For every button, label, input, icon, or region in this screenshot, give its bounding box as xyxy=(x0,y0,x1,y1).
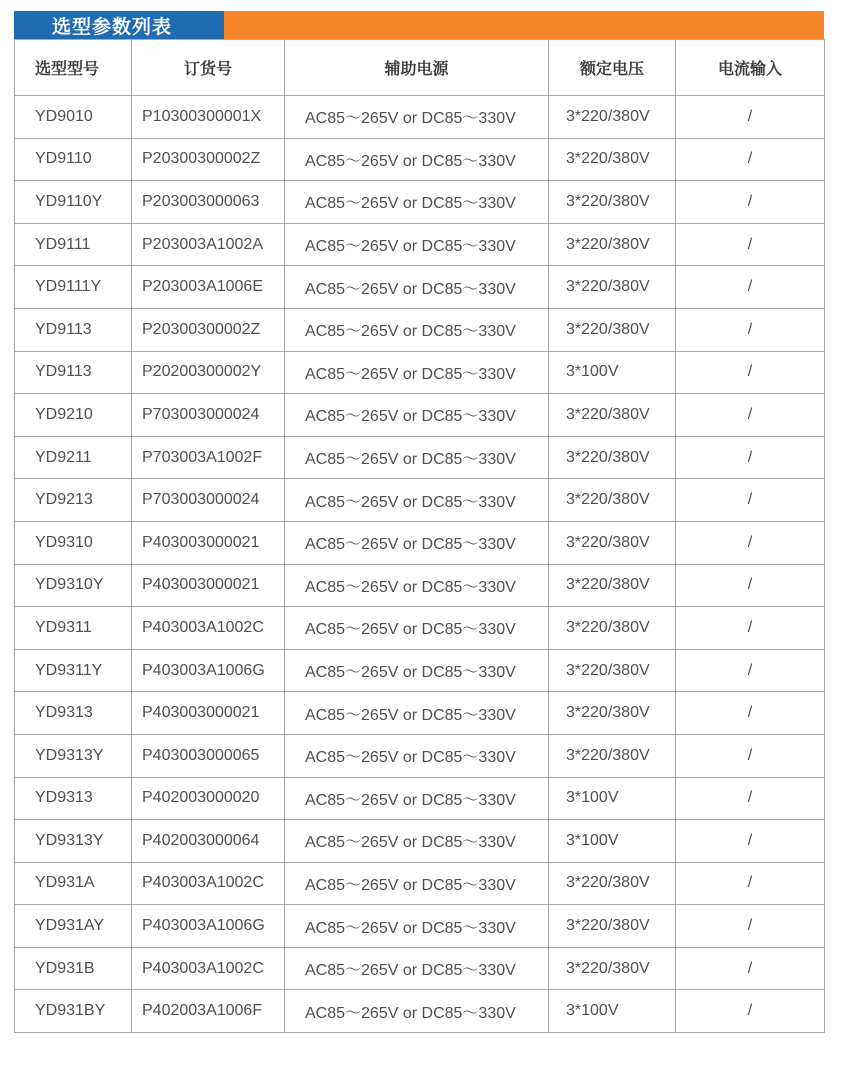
cell-aux-power: AC85～265V or DC85～330V xyxy=(285,394,549,437)
cell-aux-power: AC85～265V or DC85～330V xyxy=(285,947,549,990)
cell-rated-voltage: 3*220/380V xyxy=(549,308,676,351)
cell-model: YD9313 xyxy=(15,692,132,735)
table-header xyxy=(15,40,825,96)
cell-order-no: P403003000065 xyxy=(132,734,285,777)
cell-current-input: / xyxy=(676,777,825,820)
cell-rated-voltage: 3*220/380V xyxy=(549,564,676,607)
cell-order-no: P403003A1006G xyxy=(132,905,285,948)
cell-rated-voltage: 3*220/380V xyxy=(549,692,676,735)
cell-current-input: / xyxy=(676,479,825,522)
cell-order-no: P403003000021 xyxy=(132,692,285,735)
cell-order-no: P20300300002Z xyxy=(132,138,285,181)
cell-model: YD9110 xyxy=(15,138,132,181)
cell-rated-voltage: 3*220/380V xyxy=(549,96,676,139)
table-row xyxy=(15,181,825,224)
header-rated-voltage: 额定电压 xyxy=(549,40,676,96)
table-row xyxy=(15,607,825,650)
cell-aux-power: AC85～265V or DC85～330V xyxy=(285,96,549,139)
cell-aux-power: AC85～265V or DC85～330V xyxy=(285,521,549,564)
table-row xyxy=(15,521,825,564)
table-row xyxy=(15,351,825,394)
cell-order-no: P703003000024 xyxy=(132,479,285,522)
cell-current-input: / xyxy=(676,990,825,1033)
cell-model: YD931BY xyxy=(15,990,132,1033)
cell-model: YD9310 xyxy=(15,521,132,564)
cell-rated-voltage: 3*220/380V xyxy=(549,521,676,564)
cell-current-input: / xyxy=(676,564,825,607)
table-row xyxy=(15,692,825,735)
cell-aux-power: AC85～265V or DC85～330V xyxy=(285,138,549,181)
cell-current-input: / xyxy=(676,394,825,437)
cell-current-input: / xyxy=(676,181,825,224)
cell-current-input: / xyxy=(676,607,825,650)
cell-model: YD9111Y xyxy=(15,266,132,309)
cell-order-no: P403003000021 xyxy=(132,521,285,564)
cell-aux-power: AC85～265V or DC85～330V xyxy=(285,266,549,309)
cell-aux-power: AC85～265V or DC85～330V xyxy=(285,649,549,692)
cell-order-no: P20200300002Y xyxy=(132,351,285,394)
page-title: 选型参数列表 xyxy=(14,11,224,39)
cell-rated-voltage: 3*100V xyxy=(549,820,676,863)
cell-rated-voltage: 3*220/380V xyxy=(549,394,676,437)
cell-order-no: P403003000021 xyxy=(132,564,285,607)
cell-aux-power: AC85～265V or DC85～330V xyxy=(285,734,549,777)
cell-model: YD9313Y xyxy=(15,820,132,863)
cell-current-input: / xyxy=(676,266,825,309)
cell-rated-voltage: 3*220/380V xyxy=(549,181,676,224)
cell-model: YD9010 xyxy=(15,96,132,139)
cell-model: YD9211 xyxy=(15,436,132,479)
cell-order-no: P402003000064 xyxy=(132,820,285,863)
cell-aux-power: AC85～265V or DC85～330V xyxy=(285,181,549,224)
table-row xyxy=(15,649,825,692)
cell-current-input: / xyxy=(676,649,825,692)
table-row xyxy=(15,777,825,820)
cell-aux-power: AC85～265V or DC85～330V xyxy=(285,862,549,905)
header-order-no: 订货号 xyxy=(132,40,285,96)
cell-current-input: / xyxy=(676,862,825,905)
cell-current-input: / xyxy=(676,138,825,181)
header-current-input: 电流输入 xyxy=(676,40,825,96)
header-row xyxy=(15,40,825,96)
table-row xyxy=(15,905,825,948)
cell-model: YD9111 xyxy=(15,223,132,266)
cell-model: YD9311 xyxy=(15,607,132,650)
cell-model: YD9113 xyxy=(15,308,132,351)
cell-order-no: P203003A1006E xyxy=(132,266,285,309)
cell-rated-voltage: 3*220/380V xyxy=(549,649,676,692)
cell-current-input: / xyxy=(676,905,825,948)
cell-current-input: / xyxy=(676,436,825,479)
cell-rated-voltage: 3*220/380V xyxy=(549,947,676,990)
table-row xyxy=(15,564,825,607)
cell-order-no: P403003A1002C xyxy=(132,862,285,905)
cell-order-no: P203003A1002A xyxy=(132,223,285,266)
cell-model: YD9213 xyxy=(15,479,132,522)
table-row xyxy=(15,266,825,309)
cell-model: YD9310Y xyxy=(15,564,132,607)
cell-model: YD9313Y xyxy=(15,734,132,777)
table-row xyxy=(15,223,825,266)
cell-order-no: P403003A1002C xyxy=(132,607,285,650)
cell-order-no: P402003000020 xyxy=(132,777,285,820)
cell-current-input: / xyxy=(676,734,825,777)
title-bar xyxy=(14,11,824,39)
cell-model: YD9311Y xyxy=(15,649,132,692)
table-row xyxy=(15,96,825,139)
cell-order-no: P403003A1006G xyxy=(132,649,285,692)
cell-aux-power: AC85～265V or DC85～330V xyxy=(285,479,549,522)
cell-rated-voltage: 3*220/380V xyxy=(549,905,676,948)
cell-current-input: / xyxy=(676,96,825,139)
cell-current-input: / xyxy=(676,692,825,735)
cell-model: YD931B xyxy=(15,947,132,990)
cell-aux-power: AC85～265V or DC85～330V xyxy=(285,223,549,266)
cell-model: YD9210 xyxy=(15,394,132,437)
table-row xyxy=(15,479,825,522)
cell-model: YD9110Y xyxy=(15,181,132,224)
cell-rated-voltage: 3*220/380V xyxy=(549,223,676,266)
cell-rated-voltage: 3*220/380V xyxy=(549,266,676,309)
cell-aux-power: AC85～265V or DC85～330V xyxy=(285,436,549,479)
cell-aux-power: AC85～265V or DC85～330V xyxy=(285,564,549,607)
cell-model: YD931AY xyxy=(15,905,132,948)
cell-order-no: P703003000024 xyxy=(132,394,285,437)
cell-order-no: P402003A1006F xyxy=(132,990,285,1033)
cell-model: YD9313 xyxy=(15,777,132,820)
cell-order-no: P403003A1002C xyxy=(132,947,285,990)
cell-rated-voltage: 3*220/380V xyxy=(549,607,676,650)
cell-rated-voltage: 3*220/380V xyxy=(549,734,676,777)
cell-order-no: P10300300001X xyxy=(132,96,285,139)
cell-model: YD931A xyxy=(15,862,132,905)
table-row xyxy=(15,947,825,990)
cell-model: YD9113 xyxy=(15,351,132,394)
table-row xyxy=(15,990,825,1033)
cell-current-input: / xyxy=(676,223,825,266)
table-row xyxy=(15,308,825,351)
table-row xyxy=(15,734,825,777)
table-row xyxy=(15,862,825,905)
table-row xyxy=(15,394,825,437)
cell-current-input: / xyxy=(676,947,825,990)
cell-rated-voltage: 3*100V xyxy=(549,351,676,394)
title-accent-bar xyxy=(224,11,824,39)
table-row xyxy=(15,820,825,863)
cell-aux-power: AC85～265V or DC85～330V xyxy=(285,308,549,351)
cell-order-no: P20300300002Z xyxy=(132,308,285,351)
cell-aux-power: AC85～265V or DC85～330V xyxy=(285,820,549,863)
cell-rated-voltage: 3*100V xyxy=(549,777,676,820)
cell-rated-voltage: 3*100V xyxy=(549,990,676,1033)
table-row xyxy=(15,138,825,181)
cell-current-input: / xyxy=(676,820,825,863)
cell-rated-voltage: 3*220/380V xyxy=(549,436,676,479)
cell-rated-voltage: 3*220/380V xyxy=(549,479,676,522)
table-row xyxy=(15,436,825,479)
cell-aux-power: AC85～265V or DC85～330V xyxy=(285,777,549,820)
cell-aux-power: AC85～265V or DC85～330V xyxy=(285,905,549,948)
spec-table xyxy=(14,39,825,1033)
cell-aux-power: AC85～265V or DC85～330V xyxy=(285,692,549,735)
header-model: 选型型号 xyxy=(15,40,132,96)
table-body xyxy=(15,96,825,1033)
cell-current-input: / xyxy=(676,351,825,394)
cell-aux-power: AC85～265V or DC85～330V xyxy=(285,990,549,1033)
cell-current-input: / xyxy=(676,308,825,351)
cell-aux-power: AC85～265V or DC85～330V xyxy=(285,607,549,650)
cell-rated-voltage: 3*220/380V xyxy=(549,862,676,905)
cell-rated-voltage: 3*220/380V xyxy=(549,138,676,181)
header-aux-power: 辅助电源 xyxy=(285,40,549,96)
cell-order-no: P203003000063 xyxy=(132,181,285,224)
cell-aux-power: AC85～265V or DC85～330V xyxy=(285,351,549,394)
cell-order-no: P703003A1002F xyxy=(132,436,285,479)
cell-current-input: / xyxy=(676,521,825,564)
